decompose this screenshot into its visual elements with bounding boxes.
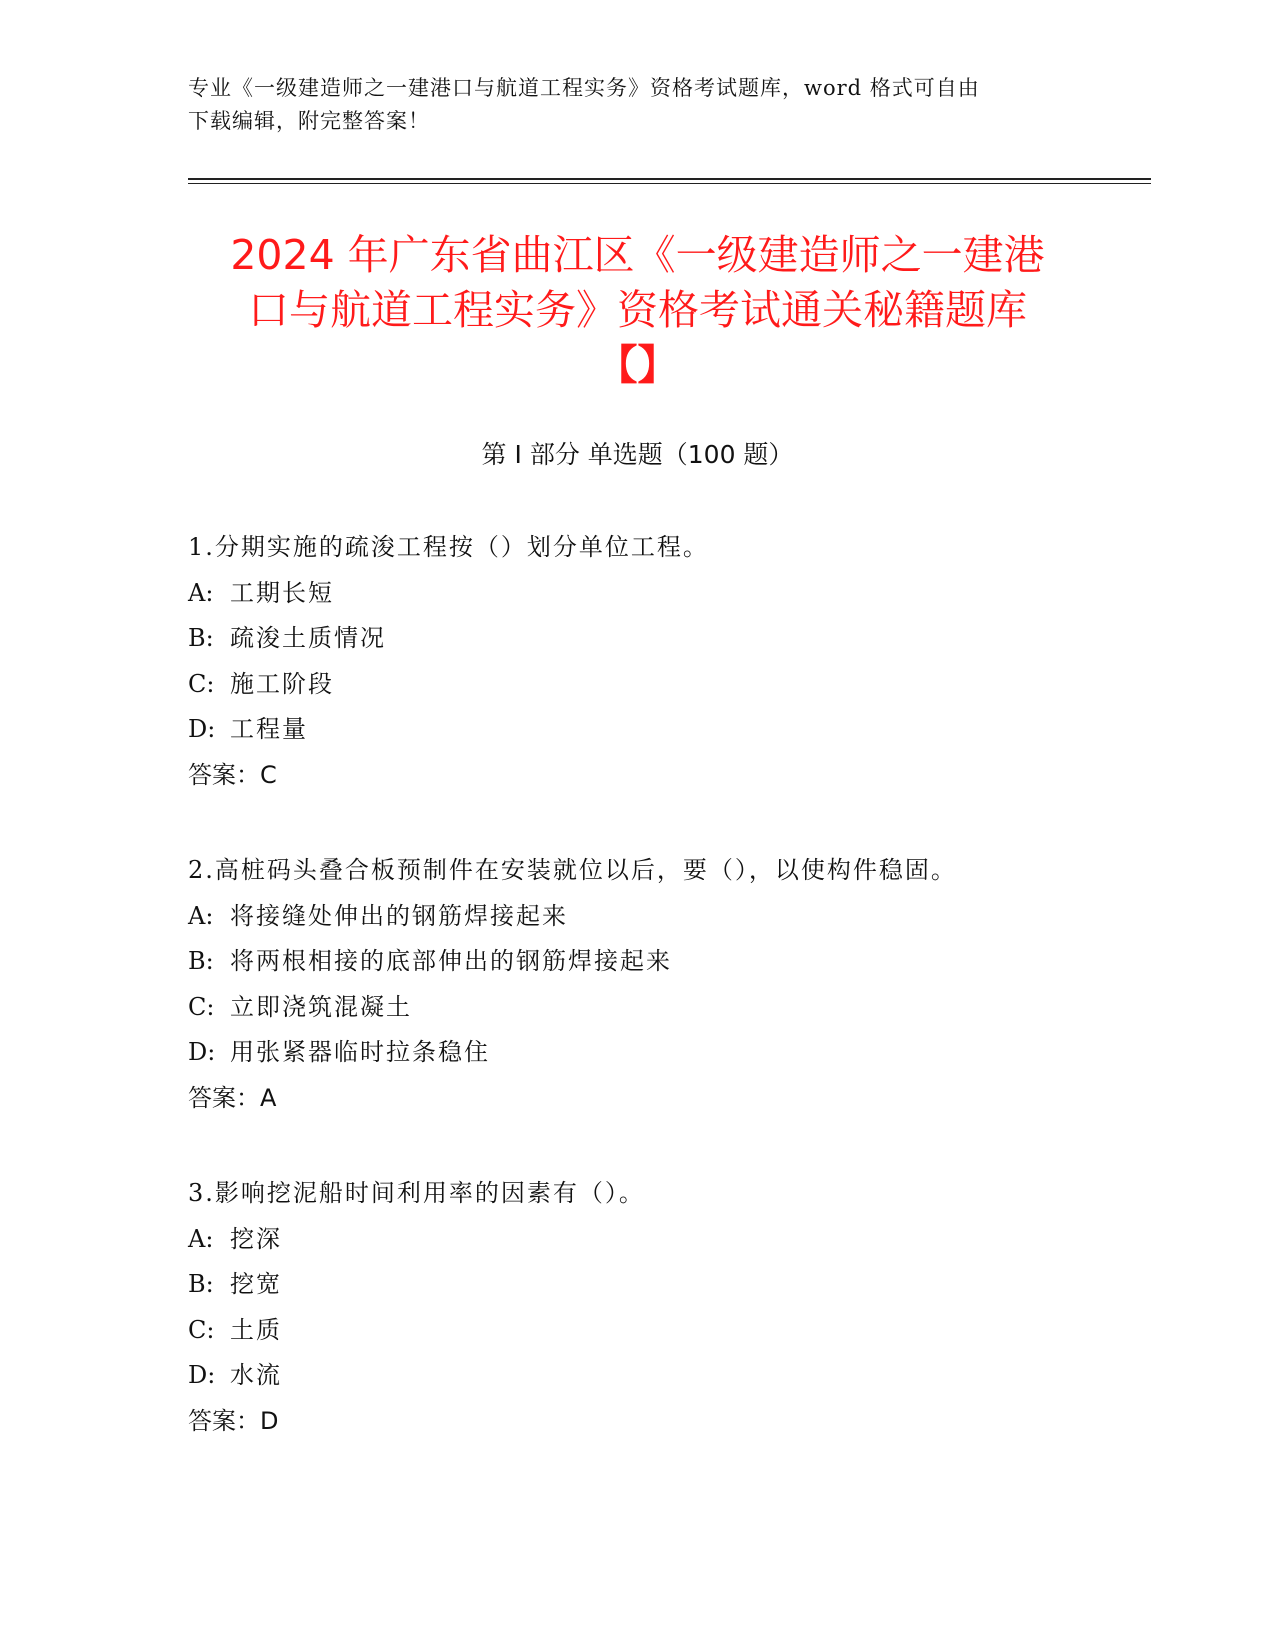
section-heading: 第 I 部分 单选题（100 题） xyxy=(481,440,794,469)
option-d xyxy=(188,1358,1148,1392)
document-title-line-3: 【】 xyxy=(596,341,679,389)
option-letter: C: xyxy=(188,669,215,698)
option-letter: A: xyxy=(188,1224,214,1253)
option-letter: B: xyxy=(188,1270,214,1299)
question-stem: 3.影响挖泥船时间利用率的因素有（）。 xyxy=(188,1178,645,1207)
option-a xyxy=(188,1222,1148,1256)
option-letter: D: xyxy=(188,715,216,744)
question-item xyxy=(188,530,1148,792)
option-text: 施工阶段 xyxy=(230,669,334,698)
option-text: 挖宽 xyxy=(230,1270,282,1299)
option-text: 水流 xyxy=(230,1361,282,1390)
option-letter: D: xyxy=(188,1361,216,1390)
option-letter: C: xyxy=(188,1315,215,1344)
document-title xyxy=(150,228,1125,393)
question-stem: 1.分期实施的疏浚工程按（）划分单位工程。 xyxy=(188,533,709,561)
option-letter: A: xyxy=(188,578,214,607)
option-letter: B: xyxy=(188,947,214,976)
option-b xyxy=(188,1267,1148,1301)
header-note-line-2: 下载编辑，附完整答案！ xyxy=(188,109,430,133)
question-item xyxy=(188,853,1148,1115)
option-text: 将两根相接的底部伸出的钢筋焊接起来 xyxy=(230,947,672,976)
option-c xyxy=(188,667,1148,701)
option-letter: A: xyxy=(188,901,214,930)
question-list xyxy=(188,530,1148,1499)
question-stem: 2.高桩码头叠合板预制件在安装就位以后，要（），以使构件稳固。 xyxy=(188,855,957,884)
document-title-line-2: 口与航道工程实务》资格考试通关秘籍题库 xyxy=(248,286,1027,334)
option-letter: C: xyxy=(188,992,215,1021)
header-note-line-1: 专业《一级建造师之一建港口与航道工程实务》资格考试题库，word 格式可自由 xyxy=(188,76,980,100)
option-b xyxy=(188,621,1148,655)
header-divider-thin xyxy=(188,183,1151,184)
option-c xyxy=(188,990,1148,1024)
option-b xyxy=(188,944,1148,978)
option-text: 将接缝处伸出的钢筋焊接起来 xyxy=(230,901,568,930)
option-d xyxy=(188,712,1148,746)
option-text: 土质 xyxy=(230,1315,282,1344)
option-letter: B: xyxy=(188,624,214,653)
document-title-line-1: 2024 年广东省曲江区《一级建造师之一建港 xyxy=(230,231,1045,279)
option-a xyxy=(188,899,1148,933)
option-text: 用张紧器临时拉条稳住 xyxy=(230,1038,490,1067)
option-text: 工期长短 xyxy=(230,578,334,607)
option-d xyxy=(188,1035,1148,1069)
option-text: 立即浇筑混凝土 xyxy=(230,992,412,1021)
answer-line: 答案：D xyxy=(188,1406,279,1435)
answer-line: 答案：C xyxy=(188,760,277,789)
option-text: 疏浚土质情况 xyxy=(230,624,386,653)
option-letter: D: xyxy=(188,1038,216,1067)
answer-line: 答案：A xyxy=(188,1083,277,1112)
header-note xyxy=(188,72,1088,138)
option-a xyxy=(188,576,1148,610)
option-text: 挖深 xyxy=(230,1224,282,1253)
option-text: 工程量 xyxy=(230,715,308,744)
question-item xyxy=(188,1176,1148,1438)
option-c xyxy=(188,1313,1148,1347)
header-divider-thick xyxy=(188,178,1151,180)
